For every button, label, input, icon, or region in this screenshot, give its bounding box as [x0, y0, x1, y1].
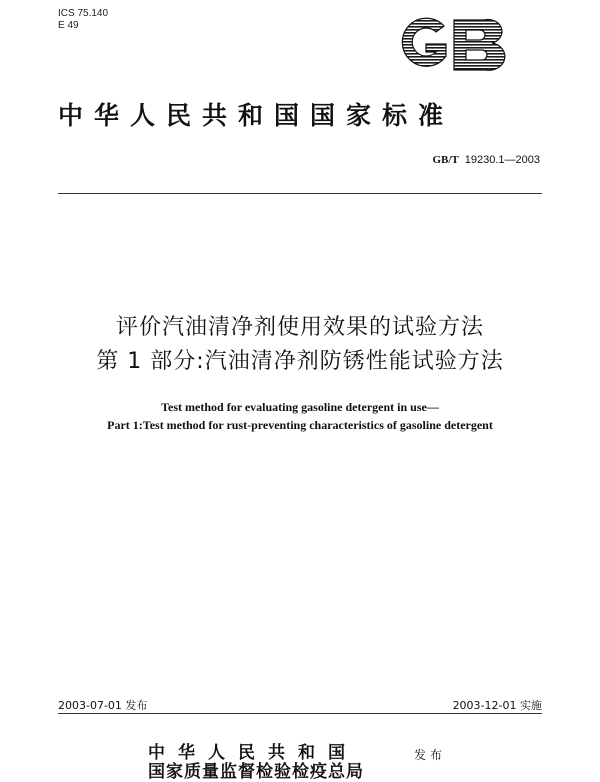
english-title-line-1: Test method for evaluating gasoline detergent in use—: [161, 400, 439, 414]
issuer-country: 中华人民共和国: [148, 743, 358, 763]
issue-word: 发布: [414, 748, 447, 762]
classification-codes: [58, 8, 108, 32]
english-title-line-2: Part 1:Test method for rust-preventing characteristics of gasoline detergent: [107, 418, 493, 432]
issuer-agency: 国家质量监督检验检疫总局: [148, 762, 364, 782]
ics-code: ICS 75.140: [58, 8, 109, 19]
issue-date: 2003-07-01 发布: [58, 699, 148, 712]
category-code: E 49: [58, 20, 79, 31]
standard-code: 19230.1—2003: [464, 154, 540, 166]
national-standard-title: 中华人民共和国国家标准: [58, 101, 455, 130]
gb-logo-icon: [392, 14, 510, 76]
top-divider: [58, 193, 542, 194]
implementation-date: 2003-12-01 实施: [452, 699, 542, 712]
chinese-title-line-1: 评价汽油清净剂使用效果的试验方法: [115, 315, 484, 340]
bottom-divider: [58, 713, 542, 714]
standard-number: [432, 154, 540, 166]
chinese-title-line-2: 第 1 部分:汽油清净剂防锈性能试验方法: [96, 349, 504, 374]
standard-prefix: GB/T: [432, 154, 459, 166]
